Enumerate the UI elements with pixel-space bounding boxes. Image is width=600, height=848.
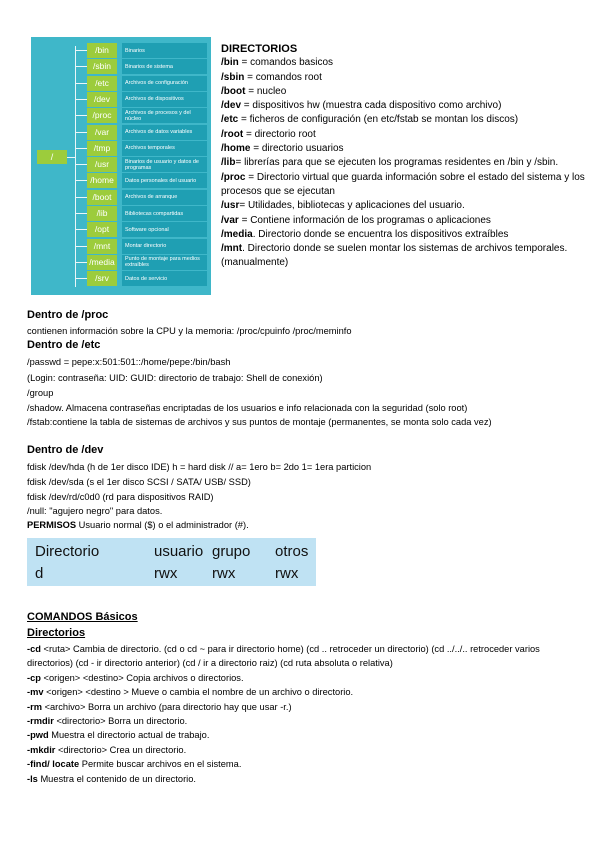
directorio-key: /sbin	[221, 71, 245, 83]
directorio-desc: = nucleo	[245, 85, 287, 97]
comando-key: -mkdir	[27, 744, 56, 755]
tree-dir-desc: Binarios de sistema	[122, 59, 207, 74]
perm-col-grupo: grupo	[212, 543, 251, 560]
perm-val-grupo: rwx	[212, 565, 236, 582]
tree-dir-desc: Binarios	[122, 43, 207, 58]
directorio-desc: = comandos basicos	[238, 57, 333, 69]
tree-dir-label: /srv	[87, 271, 117, 286]
directorio-item	[221, 214, 591, 228]
perm-val-directorio: d	[35, 565, 44, 582]
comando-item	[27, 757, 573, 771]
directorio-desc: = Utilidades, bibliotecas y aplicaciones del usuario.	[239, 200, 465, 212]
directorio-desc: = ficheros de configuración (en etc/fstab se montan los discos)	[238, 114, 519, 126]
tree-dir-desc: Datos personales del usuario	[122, 173, 207, 188]
comando-key: -cp	[27, 672, 41, 683]
dev-raid: fdisk /dev/rd/c0d0 (rd para dispositivos RAID)	[27, 492, 214, 502]
tree-dir-desc: Software opcional	[122, 222, 207, 237]
tree-dir-desc: Archivos de datos variables	[122, 125, 207, 140]
permisos-table	[27, 538, 316, 586]
directorio-key: /home	[221, 143, 251, 155]
comando-item	[27, 772, 573, 786]
dev-heading: Dentro de /dev	[27, 444, 104, 456]
comandos-list	[27, 642, 573, 786]
tree-dir-label: /mnt	[87, 239, 117, 254]
directorios-section	[221, 42, 591, 271]
tree-dir-desc: Binarios de usuario y datos de programas	[122, 157, 207, 172]
directorio-desc: = dispositivos hw (muestra cada dispositivo como archivo)	[241, 100, 502, 112]
directorio-key: /var	[221, 214, 239, 226]
comando-item	[27, 642, 573, 671]
etc-shadow: /shadow. Almacena contraseñas encriptadas de los usuarios e info relacionada con la seguridad (solo root)	[27, 403, 468, 413]
tree-dir-label: /proc	[87, 108, 117, 123]
directorio-item	[221, 142, 591, 156]
directorio-desc: = Directorio virtual que guarda información sobre el estado del sistema y los procesos que se ejecutan	[221, 171, 585, 197]
perm-col-otros: otros	[275, 543, 309, 560]
directorio-item	[221, 228, 591, 242]
directorio-item	[221, 156, 591, 170]
directorio-desc: = Contiene información de los programas o aplicaciones	[238, 214, 491, 226]
comando-item	[27, 743, 573, 757]
perm-col-directorio: Directorio	[35, 543, 100, 560]
directorio-key: /proc	[221, 171, 246, 183]
directorios-title: DIRECTORIOS	[221, 43, 298, 55]
comando-key: -find/ locate	[27, 759, 80, 770]
tree-root-node: /	[37, 150, 67, 164]
tree-dir-desc: Montar directorio	[122, 239, 207, 254]
permisos-value: Usuario normal ($) o el administrador (#).	[76, 520, 249, 530]
comando-key: -ls	[27, 773, 38, 784]
directorio-item	[221, 99, 591, 113]
tree-root-link	[67, 157, 76, 158]
tree-branch	[75, 213, 87, 214]
comando-desc: <archivo> Borra un archivo (para directorio hay que usar -r.)	[41, 701, 292, 712]
tree-dir-label: /var	[87, 125, 117, 140]
directorio-desc: = directorio usuarios	[250, 143, 344, 155]
etc-fstab: /fstab:contiene la tabla de sistemas de archivos y sus puntos de montaje (permanentes, se monta solo cada vez)	[27, 417, 492, 427]
directorio-item	[221, 199, 591, 213]
tree-dir-desc: Punto de montaje para medios extraíbles	[122, 255, 207, 270]
etc-passwd-fields: (Login: contraseña: UID: GUID: directorio de trabajo: Shell de conexión)	[27, 373, 323, 383]
comando-desc: <ruta> Cambia de directorio. (cd o cd ~ para ir directorio home) (cd .. retroceder un directorio) (cd ../../.. retroceder varios directorios) (cd - ir directorio anterior) (cd / ir a directorio raiz) (cd ruta absoluta o relativa)	[27, 644, 540, 669]
etc-group: /group	[27, 388, 54, 398]
comando-desc: Muestra el directorio actual de trabajo.	[48, 730, 210, 741]
tree-dir-label: /dev	[87, 92, 117, 107]
directorio-key: /media	[221, 228, 253, 240]
directorio-item	[221, 85, 591, 99]
tree-dir-label: /boot	[87, 190, 117, 205]
proc-heading: Dentro de /proc	[27, 309, 109, 321]
comando-item	[27, 700, 573, 714]
etc-passwd: /passwd = pepe:x:501:501::/home/pepe:/bin/bash	[27, 357, 231, 367]
directorio-item	[221, 171, 591, 200]
directorio-desc: = librerías para que se ejecuten los programas residentes en /bin y /sbin.	[235, 157, 559, 169]
tree-branch	[75, 229, 87, 230]
tree-branch	[75, 197, 87, 198]
directorio-key: /dev	[221, 100, 242, 112]
dev-sda: fdisk /dev/sda (s el 1er disco SCSI / SATA/ USB/ SSD)	[27, 477, 251, 487]
comando-item	[27, 671, 573, 685]
comando-key: -pwd	[27, 730, 49, 741]
comandos-subtitle: Directorios	[27, 627, 86, 639]
dev-null: /null: "agujero negro" para datos.	[27, 506, 163, 516]
tree-branch	[75, 180, 87, 181]
tree-dir-label: /opt	[87, 222, 117, 237]
tree-branch	[75, 66, 87, 67]
tree-dir-label: /lib	[87, 206, 117, 221]
tree-branch	[75, 164, 87, 165]
comando-desc: <directorio> Crea un directorio.	[55, 744, 187, 755]
permisos-line	[27, 519, 573, 532]
tree-dir-label: /tmp	[87, 141, 117, 156]
directorio-key: /etc	[221, 114, 239, 126]
directorio-desc: = comandos root	[244, 71, 322, 83]
tree-dir-desc: Archivos de dispositivos	[122, 92, 207, 107]
comando-key: -rm	[27, 701, 42, 712]
directorio-desc: . Directorio donde se encuentra los dispositivos extraíbles	[252, 228, 509, 240]
directory-tree-figure	[31, 37, 211, 295]
comando-desc: Muestra el contenido de un directorio.	[37, 773, 196, 784]
permisos-key: PERMISOS	[27, 520, 77, 530]
comando-desc: <directorio> Borra un directorio.	[53, 716, 188, 727]
tree-branch	[75, 50, 87, 51]
perm-col-usuario: usuario	[154, 543, 204, 560]
comando-key: -cd	[27, 644, 41, 654]
tree-dir-label: /home	[87, 173, 117, 188]
tree-dir-desc: Archivos de arranque	[122, 190, 207, 205]
directorio-item	[221, 113, 591, 127]
tree-dir-desc: Archivos de configuración	[122, 76, 207, 91]
tree-branch	[75, 148, 87, 149]
directorio-key: /usr	[221, 200, 240, 212]
directorio-key: /root	[221, 128, 244, 140]
tree-dir-desc: Archivos temporales	[122, 141, 207, 156]
perm-val-usuario: rwx	[154, 565, 178, 582]
comando-desc: Permite buscar archivos en el sistema.	[79, 759, 242, 770]
tree-branch	[75, 246, 87, 247]
tree-branch	[75, 115, 87, 116]
tree-dir-desc: Archivos de procesos y del núcleo	[122, 108, 207, 123]
tree-dir-label: /bin	[87, 43, 117, 58]
tree-branch	[75, 99, 87, 100]
comando-item	[27, 714, 573, 728]
directorio-key: /bin	[221, 57, 239, 69]
tree-dir-label: /usr	[87, 157, 117, 172]
comando-key: -rmdir	[27, 716, 54, 727]
comandos-title: COMANDOS Básicos	[27, 611, 138, 623]
comando-key: -mv	[27, 687, 44, 698]
tree-dir-label: /media	[87, 255, 117, 270]
tree-branch	[75, 278, 87, 279]
directorio-desc: . Directorio donde se suelen montar los sistemas de archivos temporales. (manualmente)	[221, 243, 568, 269]
directorio-key: /boot	[221, 85, 246, 97]
directorio-key: /lib	[221, 157, 236, 169]
tree-dir-desc: Bibliotecas compartidas	[122, 206, 207, 221]
directorio-key: /mnt	[221, 243, 243, 255]
perm-val-otros: rwx	[275, 565, 299, 582]
dev-hda: fdisk /dev/hda (h de 1er disco IDE) h = hard disk // a= 1ero b= 2do 1= 1era particion	[27, 462, 372, 472]
proc-line: contienen información sobre la CPU y la memoria: /proc/cpuinfo /proc/meminfo	[27, 326, 352, 336]
tree-branch	[75, 262, 87, 263]
comando-item	[27, 685, 573, 699]
directorio-item	[221, 242, 591, 271]
tree-dir-label: /sbin	[87, 59, 117, 74]
tree-dir-label: /etc	[87, 76, 117, 91]
directorio-item	[221, 71, 591, 85]
tree-branch	[75, 132, 87, 133]
comando-desc: <origen> <destino > Mueve o cambia el nombre de un archivo o directorio.	[43, 687, 354, 698]
comando-desc: <origen> <destino> Copia archivos o directorios.	[40, 672, 244, 683]
directorio-item	[221, 56, 591, 70]
etc-heading: Dentro de /etc	[27, 339, 101, 351]
directorio-item	[221, 128, 591, 142]
directorio-desc: = directorio root	[243, 128, 316, 140]
tree-dir-desc: Datos de servicio	[122, 271, 207, 286]
comando-item	[27, 728, 573, 742]
tree-branch	[75, 83, 87, 84]
